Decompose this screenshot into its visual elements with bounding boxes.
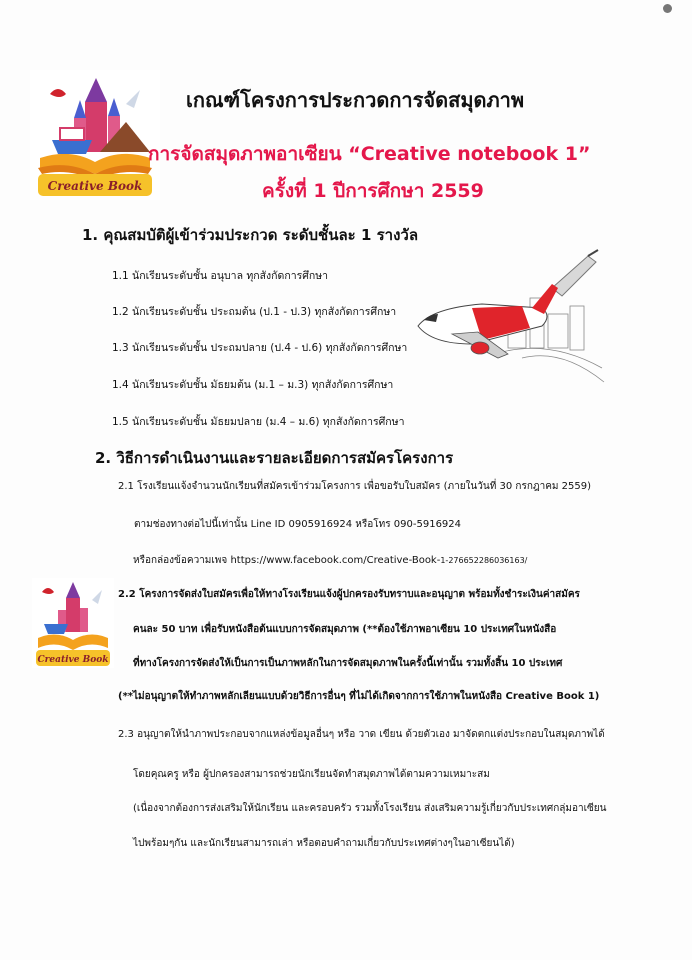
section-1-heading: 1. คุณสมบัติผู้เข้าร่วมประกวด ระดับชั้นละ 1 รางวัล xyxy=(82,226,419,244)
paragraph-2-3-line: ไปพร้อมๆกัน และนักเรียนสามารถเล่า หรือตอบคำถามเกี่ยวกับประเทศต่างๆในอาเซียนได้) xyxy=(133,838,515,849)
document-subtitle-year: ครั้งที่ 1 ปีการศึกษา 2559 xyxy=(262,180,484,202)
qualification-item: 1.1 นักเรียนระดับชั้น อนุบาล ทุกสังกัดการศึกษา xyxy=(112,270,329,282)
document-subtitle: การจัดสมุดภาพอาเซียน “Creative notebook 1” xyxy=(148,143,591,165)
logo-text: Creative Book xyxy=(47,179,143,193)
section-2-heading: 2. วิธีการดำเนินงานและรายละเอียดการสมัครโครงการ xyxy=(95,449,454,467)
paragraph-2-3-line: 2.3 อนุญาตให้นำภาพประกอบจากแหล่งข้อมูลอื่นๆ หรือ วาด เขียน ด้วยตัวเอง มาจัดตกแต่งประกอบในสมุดภาพได้ xyxy=(118,729,605,740)
creative-book-logo xyxy=(30,70,160,200)
paragraph-2-3-line: โดยคุณครู หรือ ผู้ปกครองสามารถช่วยนักเรียนจัดทำสมุดภาพได้ตามความเหมาะสม xyxy=(133,769,490,780)
punch-hole-mark xyxy=(663,4,672,13)
paragraph-2-3-line: (เนื่องจากต้องการส่งเสริมให้นักเรียน และครอบครัว รวมทั้งโรงเรียน ส่งเสริมความรู้เกี่ยวกับประเทศกลุ่มอาเซียน xyxy=(133,803,607,814)
qualification-item: 1.5 นักเรียนระดับชั้น มัธยมปลาย (ม.4 – ม.6) ทุกสังกัดการศึกษา xyxy=(112,416,405,428)
qualification-item: 1.2 นักเรียนระดับชั้น ประถมต้น (ป.1 - ป.3) ทุกสังกัดการศึกษา xyxy=(112,306,397,318)
paragraph-2-2-line: คนละ 50 บาท เพื่อรับหนังสือต้นแบบการจัดสมุดภาพ (**ต้องใช้ภาพอาเซียน 10 ประเทศในหนังสือ xyxy=(133,624,557,635)
paragraph-2-1-line xyxy=(133,553,527,568)
qualification-item: 1.3 นักเรียนระดับชั้น ประถมปลาย (ป.4 - ป.6) ทุกสังกัดการศึกษา xyxy=(112,342,408,354)
paragraph-2-1-line: ตามช่องทางต่อไปนี้เท่านั้น Line ID 0905916924 หรือโทร 090-5916924 xyxy=(134,519,462,530)
paragraph-2-2-line: (**ไม่อนุญาตให้ทำภาพหลักเลียนแบบด้วยวิธีการอื่นๆ ที่ไม่ได้เกิดจากการใช้ภาพในหนังสือ Creative Book 1) xyxy=(118,691,600,702)
paragraph-2-2-line: ที่ทางโครงการจัดส่งให้เป็นการเป็นภาพหลักในการจัดสมุดภาพในครั้งนี้เท่านั้น รวมทั้งสิ้น 10 ประเทศ xyxy=(133,658,563,669)
paragraph-2-1-line: 2.1 โรงเรียนแจ้งจำนวนนักเรียนที่สมัครเข้าร่วมโครงการ เพื่อขอรับใบสมัคร (ภายในวันที่ 30 กรกฎาคม 2559) xyxy=(118,481,592,492)
logo-text: Creative Book xyxy=(37,655,109,665)
facebook-page-url: หรือกล่องข้อความเพจ https://www.facebook.com/Creative-Book- xyxy=(133,555,441,566)
airplane-sketch-illustration xyxy=(412,248,608,398)
paragraph-2-2-line: 2.2 โครงการจัดส่งใบสมัครเพื่อให้ทางโรงเรียนแจ้งผู้ปกครองรับทราบและอนุญาต พร้อมทั้งชำระเงินค่าสมัคร xyxy=(118,589,580,600)
creative-book-logo-small xyxy=(32,578,114,668)
qualification-item: 1.4 นักเรียนระดับชั้น มัธยมต้น (ม.1 – ม.3) ทุกสังกัดการศึกษา xyxy=(112,379,394,391)
document-title: เกณฑ์โครงการประกวดการจัดสมุดภาพ xyxy=(186,88,525,112)
facebook-page-url-id: 1-276652286036163/ xyxy=(440,556,528,565)
